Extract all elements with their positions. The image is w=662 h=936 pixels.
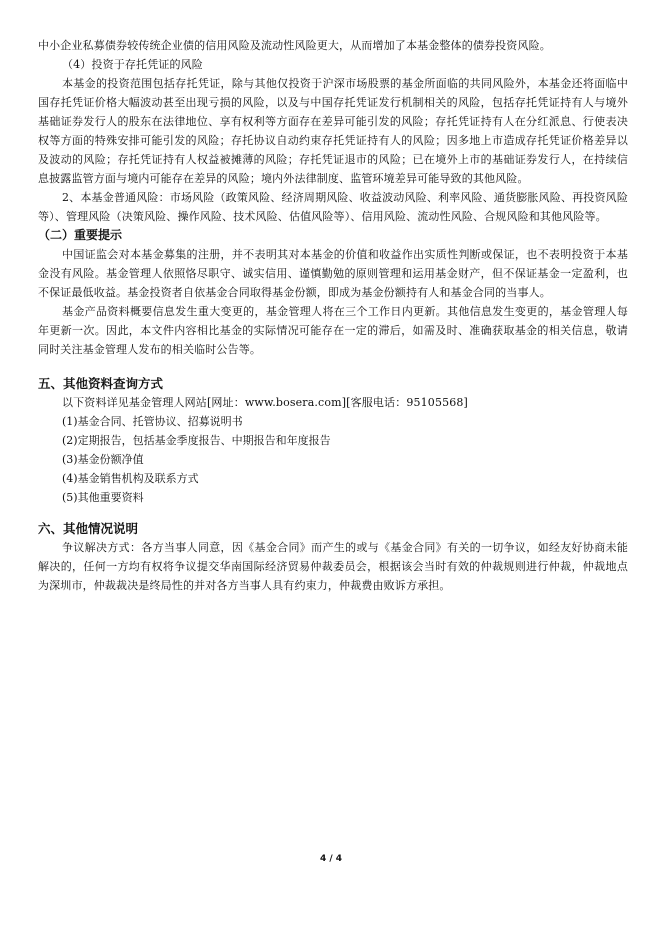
general-risk-paragraph: 2、本基金普通风险：市场风险（政策风险、经济周期风险、收益波动风险、利率风险、通货膨胀风险、再投资风险等）、管理风险（决策风险、操作风险、技术风险、估值风险等）、信用风险、流动性风险、合规风险和其他风险等。 xyxy=(38,191,628,223)
list-item: (2)定期报告，包括基金季度报告、中期报告和年度报告 xyxy=(62,434,331,447)
section6-heading: 六、其他情况说明 xyxy=(38,521,139,536)
intro-line: 中小企业私募债券较传统企业债的信用风险及流动性风险更大，从而增加了本基金整体的债券投资风险。 xyxy=(38,39,551,52)
important-notice-paragraph-1: 中国证监会对本基金募集的注册，并不表明其对本基金的价值和收益作出实质性判断或保证，也不表明投资于本基金没有风险。基金管理人依照恪尽职守、诚实信用、谨慎勤勉的原则管理和运用基金财产，但不保证基金一定盈利，也不保证最低收益。基金投资者自依基金合同取得基金份额，即成为基金份额持有人和基金合同的当事人。 xyxy=(38,248,628,299)
list-item: (1)基金合同、托管协议、招募说明书 xyxy=(62,415,243,428)
item4-title: （4）投资于存托凭证的风险 xyxy=(62,58,203,71)
list-item: (4)基金销售机构及联系方式 xyxy=(62,472,199,485)
item4-body: 本基金的投资范围包括存托凭证，除与其他仅投资于沪深市场股票的基金所面临的共同风险外，本基金还将面临中国存托凭证价格大幅波动甚至出现亏损的风险，以及与中国存托凭证发行机制相关的风险，包括存托凭证持有人与境外基础证券发行人的股东在法律地位、享有权利等方面存在差异可能引发的风险；存托凭证持有人在分红派息、行使表决权等方面的特殊安排可能引发的风险；存托协议自动约束存托凭证持有人的风险；因多地上市造成存托凭证价格差异以及波动的风险；存托凭证持有人权益被摊薄的风险；存托凭证退市的风险；已在境外上市的基础证券发行人，在持续信息披露监管方面与境内可能存在差异的风险；境内外法律制度、监管环境差异可能导致的其他风险。 xyxy=(38,77,628,185)
section5-heading: 五、其他资料查询方式 xyxy=(38,376,164,391)
important-notice-paragraph-2: 基金产品资料概要信息发生重大变更的，基金管理人将在三个工作日内更新。其他信息发生变更的，基金管理人每年更新一次。因此，本文件内容相比基金的实际情况可能存在一定的滞后，如需及时、准确获取基金的相关信息，敬请同时关注基金管理人发布的相关临时公告等。 xyxy=(38,305,628,356)
section5-list xyxy=(38,412,628,507)
important-notice-heading: （二）重要提示 xyxy=(38,228,123,242)
list-item: (5)其他重要资料 xyxy=(62,491,144,504)
list-item: (3)基金份额净值 xyxy=(62,453,144,466)
section6-paragraph: 争议解决方式：各方当事人同意，因《基金合同》而产生的或与《基金合同》有关的一切争议，如经友好协商未能解决的，任何一方均有权将争议提交华南国际经济贸易仲裁委员会，根据该会当时有效的仲裁规则进行仲裁，仲裁地点为深圳市，仲裁裁决是终局性的并对各方当事人具有约束力，仲裁费由败诉方承担。 xyxy=(38,541,628,592)
section5-intro: 以下资料详见基金管理人网站[网址：www.bosera.com][客服电话：95105568] xyxy=(62,396,468,409)
spacer xyxy=(38,359,628,374)
document-page xyxy=(38,36,628,595)
page-number: 4 / 4 xyxy=(319,854,343,864)
spacer xyxy=(38,507,628,519)
